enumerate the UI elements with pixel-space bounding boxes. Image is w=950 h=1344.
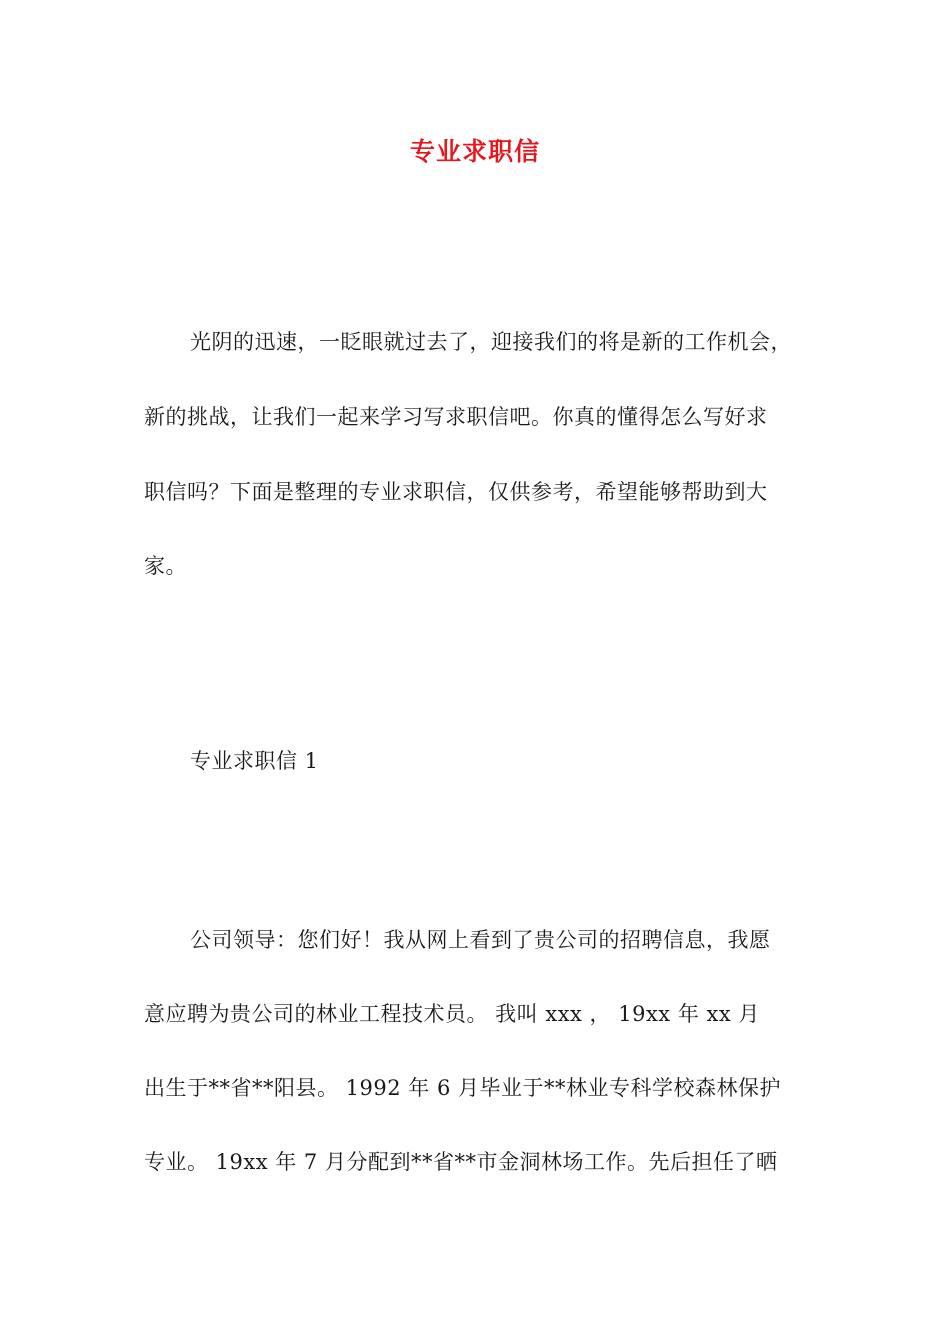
intro-line-2: 新的挑战，让我们一起来学习写求职信吧。你真的懂得怎么写好求: [144, 405, 768, 429]
intro-line-4: 家。: [144, 554, 187, 578]
intro-line-3: 职信吗？下面是整理的专业求职信，仅供参考，希望能够帮助到大: [144, 480, 768, 504]
letter-line-4: 专业。 19xx 年 7 月分配到**省**市金洞林场工作。先后担任了晒: [144, 1150, 778, 1174]
letter-line-1: 公司领导：您们好！我从网上看到了贵公司的招聘信息，我愿: [190, 928, 771, 952]
intro-line-1: 光阴的迅速，一眨眼就过去了，迎接我们的将是新的工作机会，: [190, 330, 792, 354]
letter-line-2: 意应聘为贵公司的林业工程技术员。 我叫 xxx ， 19xx 年 xx 月: [144, 1002, 760, 1026]
letter-line-3: 出生于**省**阳县。 1992 年 6 月毕业于**林业专科学校森林保护: [144, 1076, 782, 1100]
document-title: 专业求职信: [409, 137, 540, 166]
section-heading: 专业求职信 1: [190, 749, 319, 773]
